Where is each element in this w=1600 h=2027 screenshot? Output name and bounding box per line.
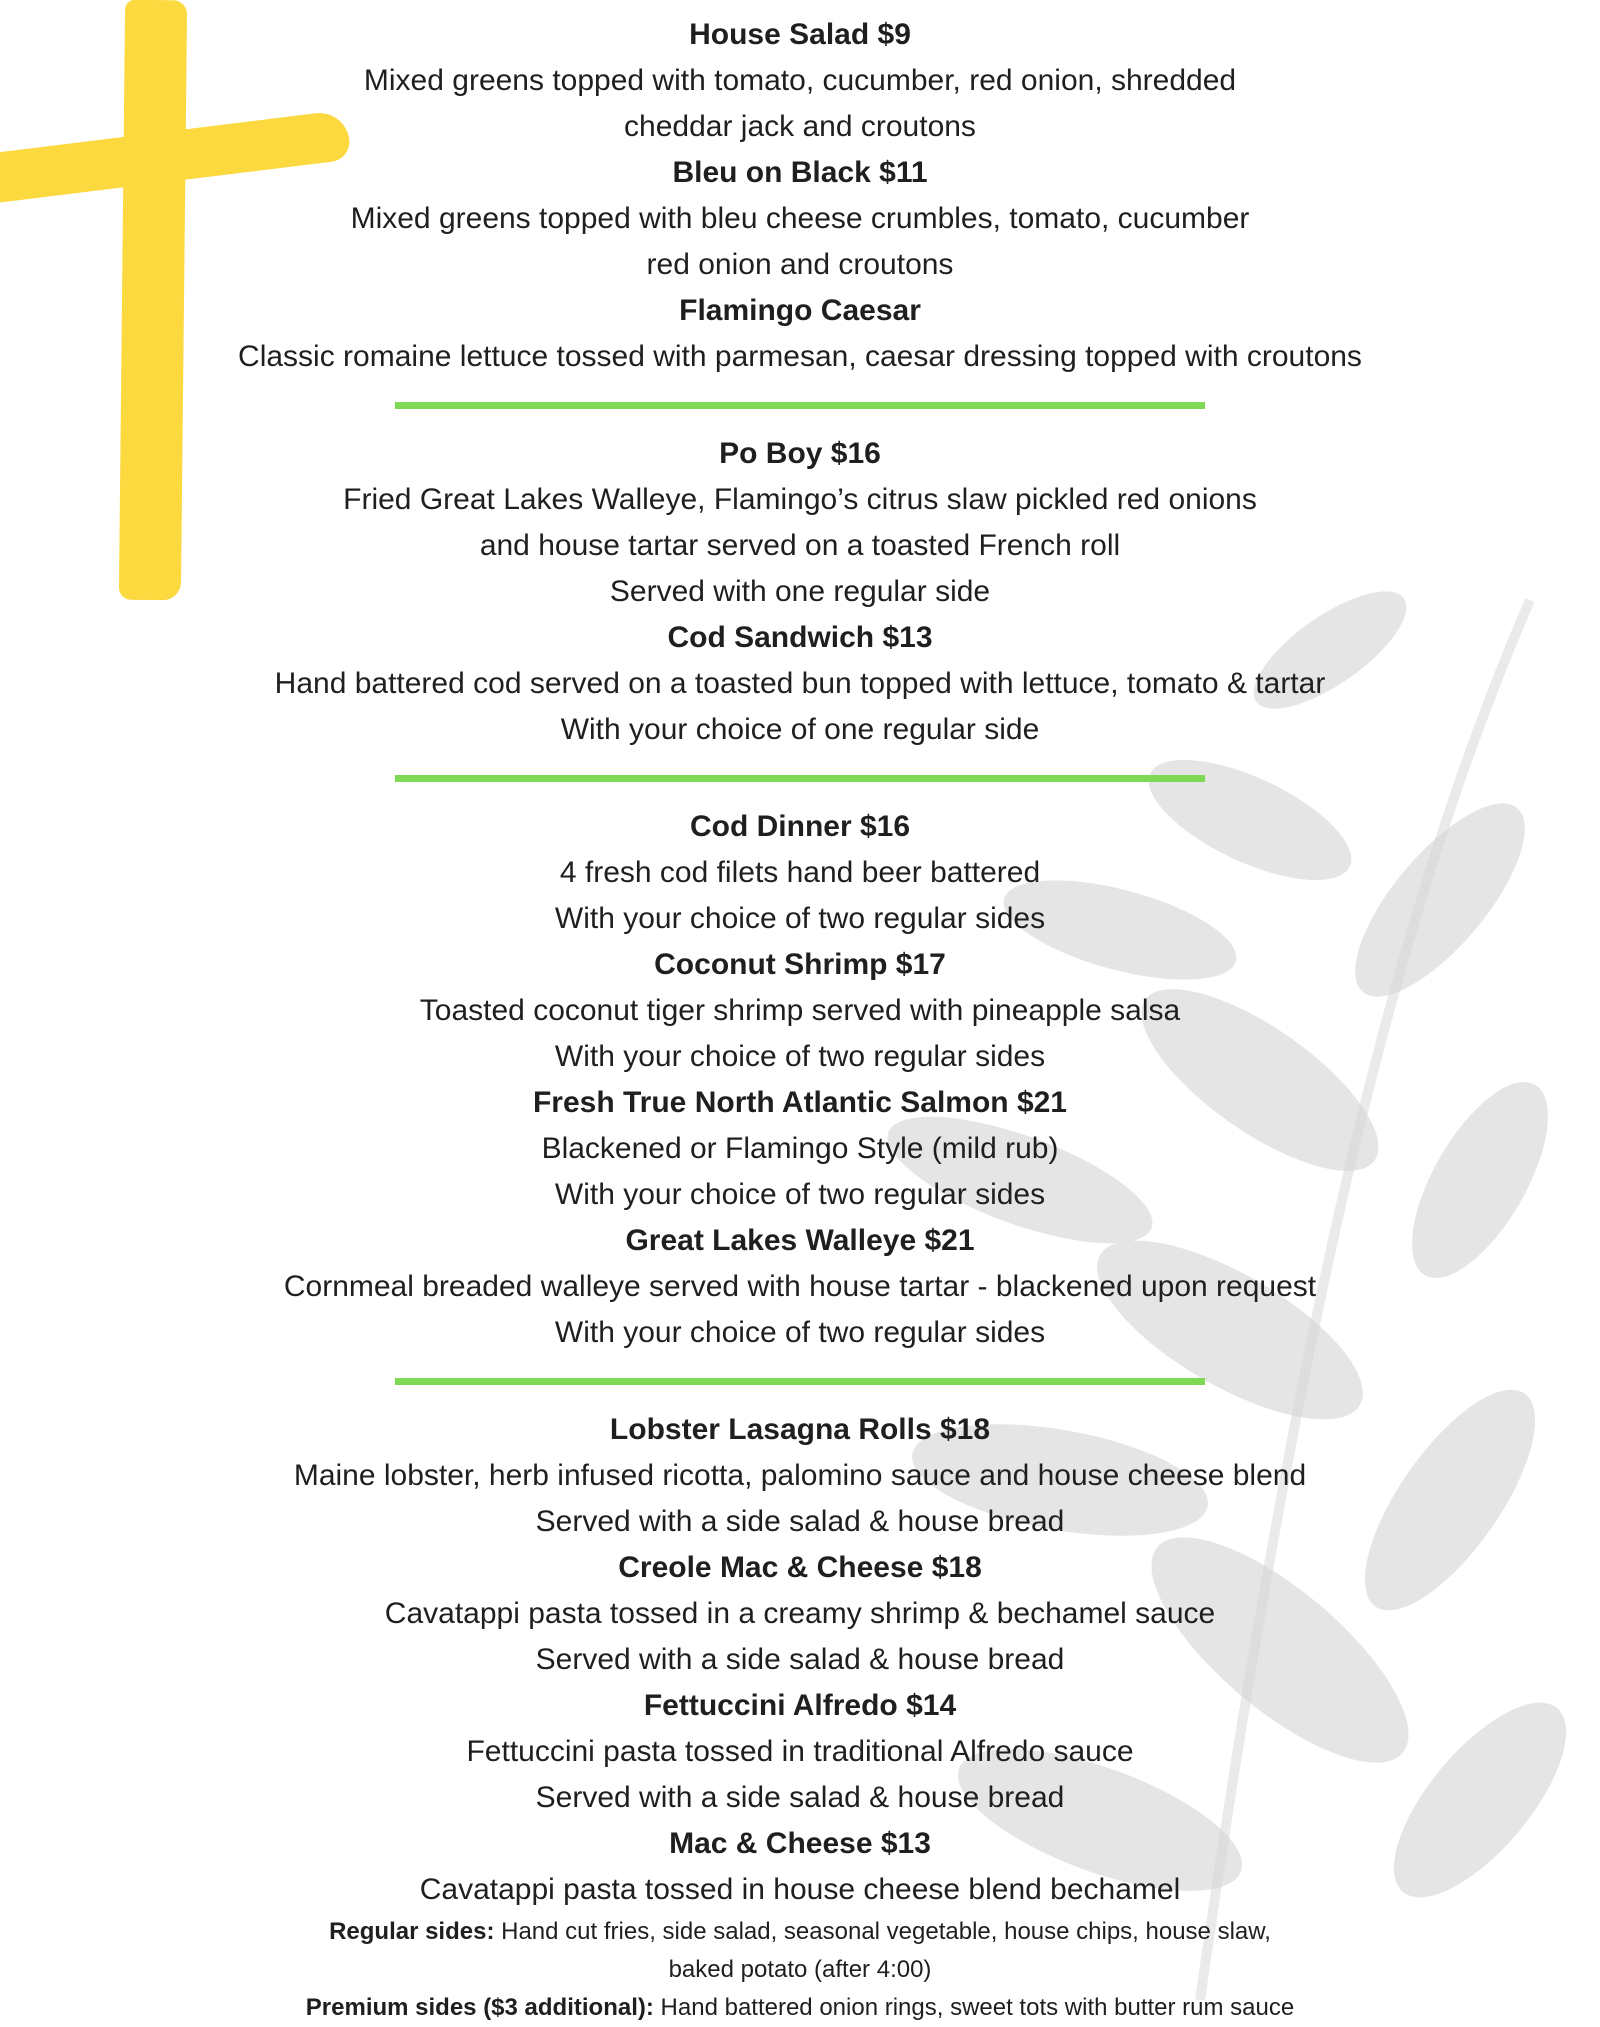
section-divider — [395, 402, 1205, 409]
menu-item — [0, 12, 1600, 150]
item-name: Lobster Lasagna Rolls $18 — [609, 1413, 991, 1446]
menu-item — [0, 1218, 1600, 1356]
menu-item — [0, 1407, 1600, 1545]
item-description: Served with a side salad & house bread — [535, 1781, 1065, 1814]
section-pasta — [0, 1407, 1600, 1913]
item-name: Fettuccini Alfredo $14 — [643, 1689, 957, 1722]
menu-item — [0, 942, 1600, 1080]
item-description: Classic romaine lettuce tossed with parmesan, caesar dressing topped with croutons — [238, 340, 1362, 373]
item-description: With your choice of two regular sides — [554, 1316, 1046, 1349]
item-name: Cod Sandwich $13 — [667, 621, 933, 654]
item-description: Toasted coconut tiger shrimp served with pineapple salsa — [419, 994, 1181, 1027]
menu-item — [0, 1545, 1600, 1683]
section-divider — [395, 775, 1205, 782]
item-description: Served with a side salad & house bread — [535, 1643, 1065, 1676]
item-description: Served with one regular side — [609, 575, 991, 608]
item-description: Fried Great Lakes Walleye, Flamingo’s citrus slaw pickled red onions — [343, 483, 1257, 516]
regular-sides-text: Hand cut fries, side salad, seasonal vegetable, house chips, house slaw, — [501, 1918, 1271, 1945]
section-salads — [0, 12, 1600, 380]
item-description: Mixed greens topped with tomato, cucumber, red onion, shredded — [363, 64, 1237, 97]
item-name: Great Lakes Walleye $21 — [625, 1224, 975, 1257]
menu-item — [0, 615, 1600, 753]
item-description: Cornmeal breaded walleye served with house tartar - blackened upon request — [283, 1270, 1317, 1303]
menu-item — [0, 150, 1600, 288]
item-description: Blackened or Flamingo Style (mild rub) — [541, 1132, 1059, 1165]
item-description: Mixed greens topped with bleu cheese crumbles, tomato, cucumber — [350, 202, 1250, 235]
item-description: and house tartar served on a toasted French roll — [479, 529, 1121, 562]
item-name: Coconut Shrimp $17 — [654, 948, 946, 981]
section-divider — [395, 1378, 1205, 1385]
premium-sides-line — [0, 1989, 1600, 2027]
premium-sides-text: Hand battered onion rings, sweet tots with butter rum sauce — [660, 1994, 1295, 2021]
menu-item — [0, 1683, 1600, 1821]
item-description: Served with a side salad & house bread — [535, 1505, 1065, 1538]
regular-sides-line — [0, 1913, 1600, 1951]
menu-item — [0, 431, 1600, 615]
item-name: Po Boy $16 — [719, 437, 881, 470]
item-description: 4 fresh cod filets hand beer battered — [559, 856, 1041, 889]
premium-sides-label: Premium sides ($3 additional): — [305, 1994, 654, 2021]
item-description: With your choice of two regular sides — [554, 902, 1046, 935]
item-name: House Salad $9 — [689, 18, 911, 51]
sides-info — [0, 1913, 1600, 2027]
item-name: Creole Mac & Cheese $18 — [618, 1551, 982, 1584]
item-name: Fresh True North Atlantic Salmon $21 — [532, 1086, 1067, 1119]
menu-item — [0, 288, 1600, 380]
item-name: Cod Dinner $16 — [689, 810, 911, 843]
item-name: Bleu on Black $11 — [672, 156, 928, 189]
regular-sides-line-2: baked potato (after 4:00) — [668, 1956, 932, 1983]
regular-sides-label: Regular sides: — [329, 1918, 495, 1945]
section-dinners — [0, 804, 1600, 1356]
item-description: With your choice of two regular sides — [554, 1178, 1046, 1211]
item-description: cheddar jack and croutons — [624, 110, 976, 143]
section-sandwiches — [0, 431, 1600, 753]
item-description: Cavatappi pasta tossed in a creamy shrimp & bechamel sauce — [384, 1597, 1216, 1630]
item-description: Hand battered cod served on a toasted bun topped with lettuce, tomato & tartar — [274, 667, 1326, 700]
item-description: red onion and croutons — [646, 248, 954, 281]
menu-list — [0, 12, 1600, 2027]
item-description: Cavatappi pasta tossed in house cheese blend bechamel — [419, 1873, 1181, 1906]
item-description: With your choice of two regular sides — [554, 1040, 1046, 1073]
menu-item — [0, 1821, 1600, 1913]
menu-item — [0, 1080, 1600, 1218]
item-description: With your choice of one regular side — [560, 713, 1040, 746]
item-name: Flamingo Caesar — [679, 294, 921, 327]
item-description: Maine lobster, herb infused ricotta, palomino sauce and house cheese blend — [293, 1459, 1307, 1492]
item-name: Mac & Cheese $13 — [669, 1827, 931, 1860]
menu-item — [0, 804, 1600, 942]
item-description: Fettuccini pasta tossed in traditional Alfredo sauce — [466, 1735, 1134, 1768]
